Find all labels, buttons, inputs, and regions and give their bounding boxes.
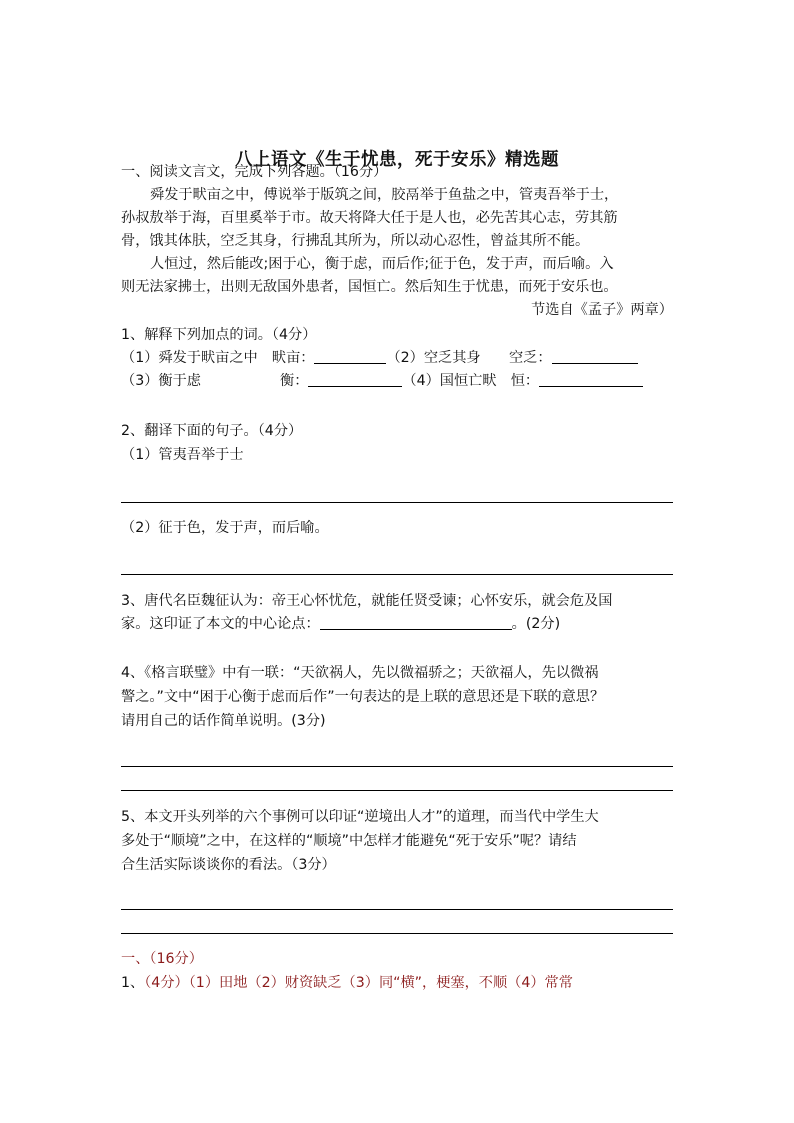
q5-line-2: 多处于“顺境”之中，在这样的“顺境”中怎样才能避免“死于安乐”呢？请结 <box>121 833 577 849</box>
q5-line-3: 合生活实际谈谈你的看法。（3分） <box>121 857 336 873</box>
q1-heading: 1、解释下列加点的词。（4分） <box>121 327 317 343</box>
q1-item-1-blank[interactable] <box>314 349 386 364</box>
answers-line-1-text: （4分）（1）田地（2）财资缺乏（3）同“横”，梗塞，不顺（4）常常 <box>144 975 573 991</box>
page-title: 八上语文《生于忧患，死于安乐》精选题 <box>235 150 559 170</box>
passage-line-2: 孙叔敖举于海，百里奚举于市。故天将降大任于是人也，必先苦其心志，劳其筋 <box>121 210 618 226</box>
q3-line-2 <box>121 614 560 634</box>
q4-answer-line-1[interactable] <box>121 766 673 767</box>
q4-line-3: 请用自己的话作简单说明。(3分) <box>121 713 326 729</box>
passage-source: 节选自《孟子》两章） <box>531 302 673 318</box>
q1-item-3-field-label: 衡： <box>280 373 309 389</box>
q3-points: 。(2分) <box>511 616 561 632</box>
q1-item-4-blank[interactable] <box>539 372 643 387</box>
q5-answer-line-1[interactable] <box>121 909 673 910</box>
q1-item-3-blank[interactable] <box>308 372 402 387</box>
q5-answer-line-2[interactable] <box>121 933 673 934</box>
q1-row-1 <box>121 348 638 368</box>
passage-line-5: 则无法家拂士，出则无敌国外患者，国恒亡。然后知生于忧患，而死于安乐也。 <box>121 279 618 295</box>
passage-line-4: 人恒过，然后能改;困于心，衡于虑，而后作;征于色，发于声，而后喻。入 <box>150 256 614 272</box>
q2-heading: 2、翻译下面的句子。（4分） <box>121 423 303 439</box>
answers-line-1-number: 1、 <box>121 975 145 991</box>
passage-line-1: 舜发于畎亩之中，傅说举于版筑之间，胶鬲举于鱼盐之中，管夷吾举于士， <box>150 187 619 203</box>
q4-answer-line-2[interactable] <box>121 790 673 791</box>
q2-item-2: （2）征于色，发于声，而后喻。 <box>121 520 329 536</box>
q1-item-2-blank[interactable] <box>552 349 638 364</box>
q1-item-2-label: （2）空乏其身 空乏： <box>386 350 552 366</box>
answers-heading: 一、（16分） <box>121 951 203 967</box>
q2-answer-line-1[interactable] <box>121 502 673 503</box>
q1-item-4-label: （4）国恒亡畎 恒： <box>402 373 540 389</box>
q2-answer-line-2[interactable] <box>121 574 673 575</box>
q4-line-2: 警之。”文中“困于心衡于虑而后作”一句表达的是上联的意思还是下联的意思？ <box>121 689 605 705</box>
q5-line-1: 5、本文开头列举的六个事例可以印证“逆境出人才”的道理，而当代中学生大 <box>121 809 599 825</box>
q3-line-1: 3、唐代名臣魏征认为：帝王心怀忧危，就能任贤受谏；心怀安乐，就会危及国 <box>121 593 613 609</box>
section1-heading: 一、阅读文言文，完成下列各题。（16分） <box>121 164 388 180</box>
q3-line-2-text: 家。这印证了本文的中心论点： <box>121 616 320 632</box>
q1-item-3-label: （3）衡于虑 <box>121 373 201 389</box>
q1-row-2 <box>121 371 643 391</box>
answers-line-1 <box>121 973 573 993</box>
q3-answer-blank[interactable] <box>320 615 512 630</box>
q1-item-1-label: （1）舜发于畎亩之中 畎亩： <box>121 350 315 366</box>
q2-item-1: （1）管夷吾举于士 <box>121 447 244 463</box>
q4-line-1: 4、《格言联璧》中有一联：“天欲祸人，先以微福骄之；天欲福人，先以微祸 <box>121 665 599 681</box>
passage-line-3: 骨，饿其体肤，空乏其身，行拂乱其所为，所以动心忍性，曾益其所不能。 <box>121 233 590 249</box>
